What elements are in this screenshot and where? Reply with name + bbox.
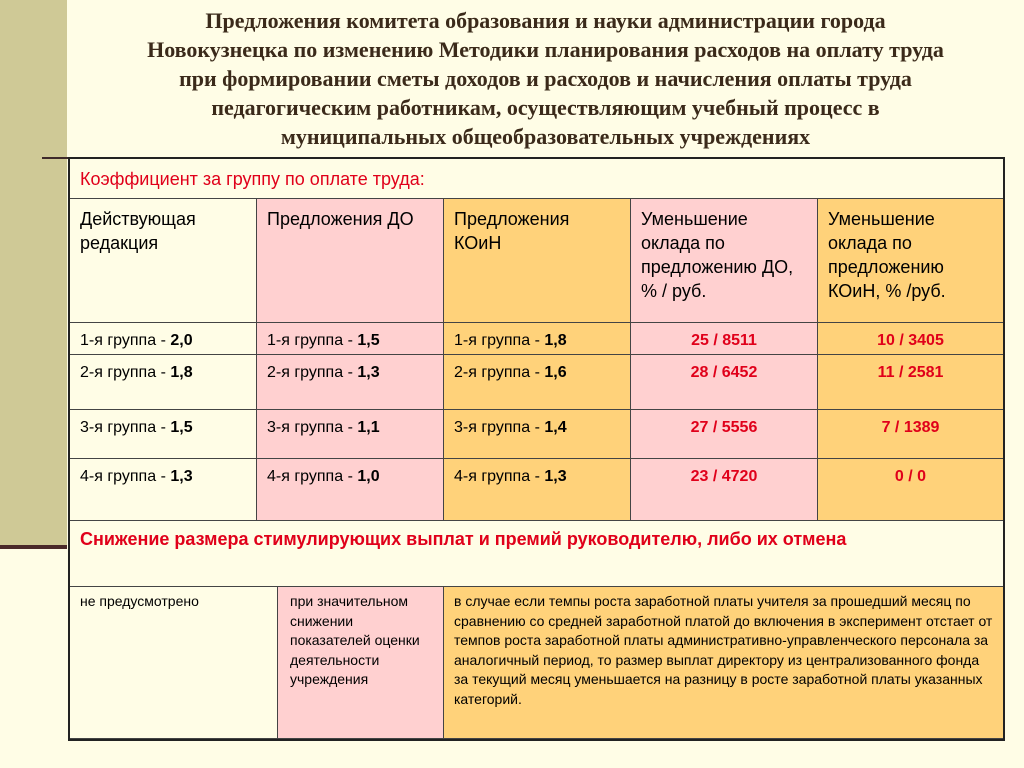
page-title — [67, 6, 1024, 151]
section-title: Коэффициент за группу по оплате труда: — [80, 169, 425, 189]
bottom-cell-current: не предусмотрено — [70, 587, 278, 739]
table-cell-current: 1-я группа - 2,0 — [70, 323, 257, 355]
decor-line-bottom — [0, 545, 67, 549]
section-title: Снижение размера стимулирующих выплат и премий руководителю, либо их отмена — [80, 529, 847, 549]
title-line: педагогическим работникам, осуществляющим учебный процесс в — [211, 95, 880, 120]
section-header-bonus-reduction — [70, 521, 1003, 587]
table-cell-decrease-koin: 10 / 3405 — [818, 323, 1003, 355]
table-cell-current: 4-я группа - 1,3 — [70, 459, 257, 521]
table-cell-decrease-koin: 7 / 1389 — [818, 410, 1003, 459]
table-cell-koin: 2-я группа - 1,6 — [444, 355, 631, 410]
side-decor-band — [0, 0, 67, 548]
bottom-cell-koin: в случае если темпы роста заработной платы учителя за прошедший месяц по сравнению со средней заработной платой до включения в эксперимент отстает от темпов роста заработной платы административно-управленческого персонала за аналогичный период, то размер выплат директору из централизованного фонда за текущий месяц уменьшается на разницу в росте заработной платы указанных категорий. — [444, 587, 1003, 739]
comparison-table — [68, 157, 1005, 741]
bottom-cell-do: при значительном снижении показателей оценки деятельности учреждения — [278, 587, 444, 739]
header-current — [70, 199, 257, 323]
table-cell-do: 4-я группа - 1,0 — [257, 459, 444, 521]
header-label: Предложения КОиН — [454, 209, 570, 253]
section-header-coefficient — [70, 159, 1003, 199]
table-cell-current: 2-я группа - 1,8 — [70, 355, 257, 410]
table-cell-decrease-koin: 11 / 2581 — [818, 355, 1003, 410]
header-decrease-koin — [818, 199, 1003, 323]
table-cell-decrease-do: 25 / 8511 — [631, 323, 818, 355]
table-cell-decrease-do: 23 / 4720 — [631, 459, 818, 521]
header-do — [257, 199, 444, 323]
header-decrease-do — [631, 199, 818, 323]
table-cell-do: 1-я группа - 1,5 — [257, 323, 444, 355]
table-cell-koin: 4-я группа - 1,3 — [444, 459, 631, 521]
header-label: Предложения ДО — [267, 209, 414, 229]
table-cell-decrease-do: 27 / 5556 — [631, 410, 818, 459]
table-cell-current: 3-я группа - 1,5 — [70, 410, 257, 459]
title-line: муниципальных общеобразовательных учреждениях — [280, 124, 811, 149]
title-line: при формировании сметы доходов и расходов и начисления оплаты труда — [179, 66, 912, 91]
title-line: Новокузнецка по изменению Методики планирования расходов на оплату труда — [147, 37, 944, 62]
table-cell-do: 2-я группа - 1,3 — [257, 355, 444, 410]
table-cell-koin: 1-я группа - 1,8 — [444, 323, 631, 355]
header-label: Уменьшение оклада по предложению ДО, % / руб. — [641, 209, 794, 301]
table-cell-decrease-koin: 0 / 0 — [818, 459, 1003, 521]
header-koin — [444, 199, 631, 323]
table-cell-decrease-do: 28 / 6452 — [631, 355, 818, 410]
decor-line-top — [42, 157, 68, 159]
table-cell-do: 3-я группа - 1,1 — [257, 410, 444, 459]
title-line: Предложения комитета образования и науки администрации города — [205, 8, 886, 33]
table-cell-koin: 3-я группа - 1,4 — [444, 410, 631, 459]
header-label: Действующая редакция — [80, 209, 196, 253]
header-label: Уменьшение оклада по предложению КОиН, % /руб. — [828, 209, 946, 301]
